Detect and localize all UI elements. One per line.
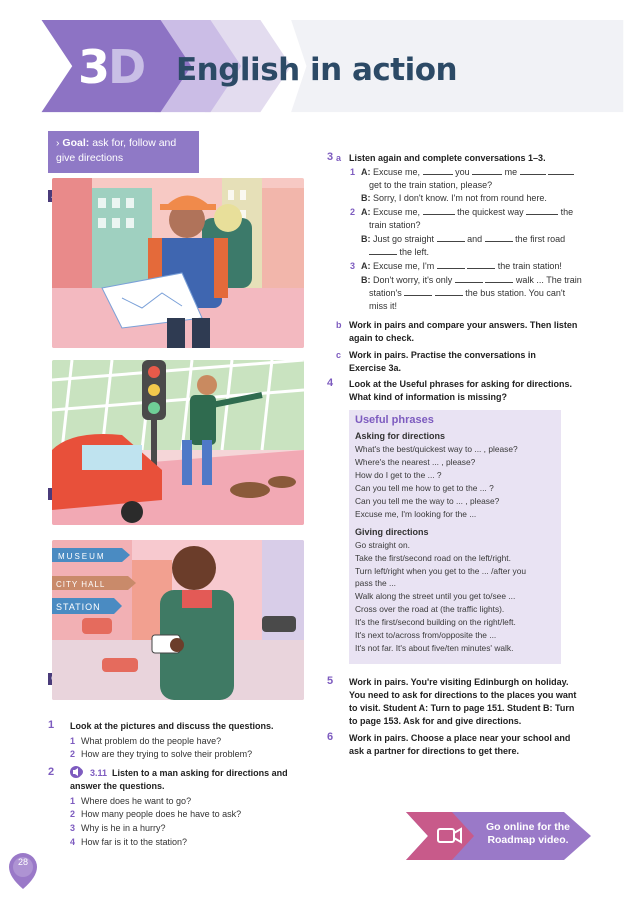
exercise-3a-instruction: Listen again and complete conversations 1–3. <box>349 153 546 163</box>
audio-track: 3.11 <box>90 768 108 778</box>
exercise-3c-letter: c <box>336 350 342 360</box>
conv-3-line-2: B: Don't worry, it's only walk ... The train <box>361 275 582 285</box>
exercise-3a-letter: a <box>336 153 342 163</box>
exercise-2-q4: 4 How far is it to the station? <box>70 837 188 847</box>
conv-2-line-4: the left. <box>369 246 429 258</box>
conv-3-line-4: miss it! <box>369 301 397 311</box>
exercise-3b-line-1: Work in pairs and compare your answers. Then listen <box>349 320 578 330</box>
giving-phrase: Go straight on. <box>355 540 410 550</box>
exercise-4-line-2: What kind of information is missing? <box>349 392 508 402</box>
page-title: English in action <box>176 52 458 88</box>
exercise-1-q2: 2 How are they trying to solve their problem? <box>70 749 253 759</box>
exercise-2-number: 2 <box>48 766 55 778</box>
page-number: 28 <box>17 857 28 867</box>
exercise-2-q2: 2 How many people does he have to ask? <box>70 809 242 819</box>
roadmap-video-button[interactable] <box>406 812 591 860</box>
picture-a-hiker-with-map <box>52 178 304 348</box>
goal-arrow-icon: › <box>56 137 60 149</box>
exercise-3c-line-2: Exercise 3a. <box>349 363 402 373</box>
online-text: Go online for the Roadmap video. <box>486 821 570 846</box>
giving-directions-heading: Giving directions <box>355 527 429 537</box>
goal-text: ask for, follow and give directions <box>56 137 177 164</box>
picture-c-man-with-phone <box>52 540 304 700</box>
exercise-6-number: 6 <box>327 731 334 743</box>
asking-phrase: Excuse me, I'm looking for the ... <box>355 509 477 519</box>
asking-phrase: Where's the nearest ... , please? <box>355 457 476 467</box>
conv-2-line-3: B: Just go straight and the first road <box>361 234 566 244</box>
exercise-6-line: Work in pairs. Choose a place near your school and <box>349 733 571 743</box>
exercise-3-number: 3 <box>327 151 334 163</box>
conv-1-line-3: B: Sorry, I don't know. I'm not from round here. <box>361 193 547 203</box>
giving-phrase: Turn left/right when you get to the ... /after you <box>355 566 527 576</box>
audio-icon[interactable] <box>70 766 86 778</box>
unit-number: 3D <box>78 40 145 94</box>
sign-station: STATION <box>56 602 101 612</box>
giving-phrase: It's next to/across from/opposite the ... <box>355 630 497 640</box>
exercise-2-q1: 1 Where does he want to go? <box>70 796 192 806</box>
useful-phrases-box <box>349 410 561 664</box>
picture-b-driver-and-dog-walker <box>52 360 304 525</box>
conv-2-line-1: 2 A: Excuse me, the quickest way the <box>350 207 574 217</box>
giving-phrase: It's not far. It's about five/ten minutes' walk. <box>355 643 514 653</box>
conv-2-line-2: train station? <box>369 220 421 230</box>
exercise-3b-letter: b <box>336 320 342 330</box>
exercise-5-number: 5 <box>327 675 334 687</box>
useful-phrases-title: Useful phrases <box>355 414 434 426</box>
giving-phrase: pass the ... <box>355 578 396 588</box>
exercise-5-line: to visit. Student A: Turn to page 151. Student B: Turn <box>349 703 575 713</box>
conv-1-line-1: 1 A: Excuse me, you me <box>350 166 574 178</box>
goal-box <box>48 131 199 173</box>
asking-phrase: Can you tell me the way to ... , please? <box>355 496 500 506</box>
conv-3-line-1: 3 A: Excuse me, I'm the train station! <box>350 261 562 271</box>
exercise-6-line: ask a partner for directions to get there. <box>349 746 520 756</box>
goal-label: Goal: <box>62 137 90 149</box>
asking-phrase: Can you tell me how to get to the ... ? <box>355 483 494 493</box>
exercise-4-number: 4 <box>327 377 334 389</box>
giving-phrase: It's the first/second building on the right/left. <box>355 617 516 627</box>
exercise-1-q1: 1 What problem do the people have? <box>70 736 222 746</box>
conv-3-line-3: station's the bus station. You can't <box>369 288 566 298</box>
giving-phrase: Cross over the road at (the traffic lights). <box>355 604 505 614</box>
exercise-2-instruction-1: 3.11 Listen to a man asking for directions and <box>90 768 288 778</box>
giving-phrase: Take the first/second road on the left/right. <box>355 553 511 563</box>
exercise-5-line: to page 153. Ask for and give directions. <box>349 716 522 726</box>
exercise-2-q3: 3 Why is he in a hurry? <box>70 823 166 833</box>
asking-phrase: What's the best/quickest way to ... , please? <box>355 444 518 454</box>
sign-museum: MUSEUM <box>58 552 106 561</box>
exercise-5-line: You need to ask for directions to the places you want <box>349 690 577 700</box>
giving-phrase: Walk along the street until you get to/see ... <box>355 591 516 601</box>
exercise-5-line: Work in pairs. You're visiting Edinburgh on holiday. <box>349 677 569 687</box>
exercise-3b-line-2: again to check. <box>349 333 415 343</box>
exercise-3c-line-1: Work in pairs. Practise the conversations in <box>349 350 536 360</box>
exercise-2-instruction-2: answer the questions. <box>70 781 165 791</box>
sign-city-hall: CITY HALL <box>56 580 106 589</box>
conv-1-line-2: get to the train station, please? <box>369 180 493 190</box>
asking-directions-heading: Asking for directions <box>355 431 446 441</box>
exercise-4-line-1: Look at the Useful phrases for asking for directions. <box>349 379 573 389</box>
exercise-1-number: 1 <box>48 719 55 731</box>
asking-phrase: How do I get to the ... ? <box>355 470 442 480</box>
exercise-1-instruction: Look at the pictures and discuss the questions. <box>70 721 274 731</box>
